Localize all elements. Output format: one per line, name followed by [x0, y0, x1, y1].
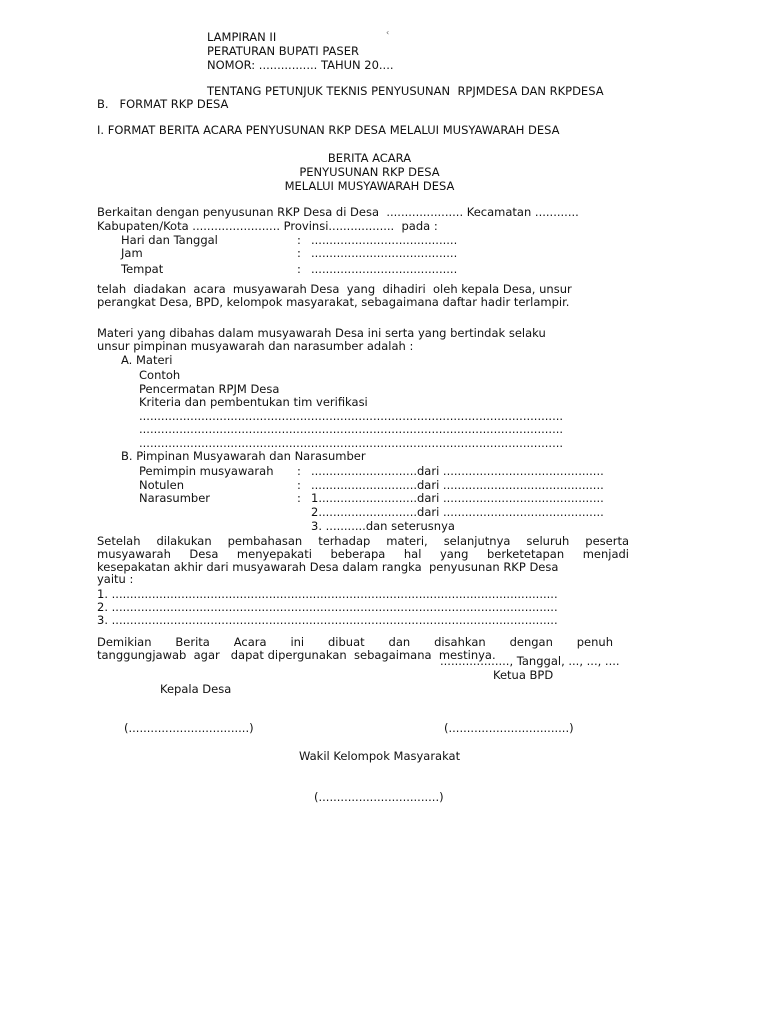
signature-blank-ketua-bpd: (.................................) [444, 721, 574, 735]
lampiran-label: LAMPIRAN II [207, 30, 277, 44]
tempat-value: ........................................ [311, 262, 458, 276]
materi-item-blank: .................................................................................................................... [139, 409, 564, 423]
signature-blank-wakil: (.................................) [314, 790, 444, 804]
title-line-2: PENYUSUNAN RKP DESA [299, 165, 440, 179]
hari-tanggal-value: ........................................ [311, 233, 458, 247]
attendance-line-2: perangkat Desa, BPD, kelompok masyarakat, sebagaimana daftar hadir terlampir. [97, 295, 570, 309]
agreement-line-4: yaitu : [97, 572, 134, 586]
intro-line-2: Kabupaten/Kota ........................ Provinsi.................. pada : [97, 219, 438, 233]
ketua-bpd-label: Ketua BPD [493, 668, 554, 682]
signature-blank-kepala-desa: (.................................) [124, 721, 254, 735]
materi-item: Pencermatan RPJM Desa [139, 382, 280, 396]
section-i-heading: I. FORMAT BERITA ACARA PENYUSUNAN RKP DESA MELALUI MUSYAWARAH DESA [97, 123, 560, 137]
nomor-label: NOMOR: ................ TAHUN 20.... [207, 58, 394, 72]
agreement-line-1: Setelah dilakukan pembahasan terhadap materi, selanjutnya seluruh peserta [97, 534, 629, 548]
materi-item-blank: .................................................................................................................... [139, 436, 564, 450]
page-mark: ‹ [386, 28, 390, 37]
section-b-heading: B. FORMAT RKP DESA [97, 97, 229, 111]
kepala-desa-label: Kepala Desa [160, 682, 232, 696]
materi-intro-line-2: unsur pimpinan musyawarah dan narasumber adalah : [97, 339, 414, 353]
agreement-item: 2. .......................................................................................................................... [97, 600, 558, 614]
narasumber-value-2: 2...........................dari ............................................ [311, 505, 604, 519]
hari-tanggal-sep: : [297, 233, 301, 247]
jam-value: ........................................ [311, 246, 458, 260]
closing-line-1: Demikian Berita Acara ini dibuat dan disahkan dengan penuh [97, 635, 613, 649]
title-line-1: BERITA ACARA [327, 151, 412, 165]
jam-sep: : [297, 246, 301, 260]
place-date: ..................., Tanggal, ..., ..., .... [440, 654, 620, 668]
agreement-item: 1. .......................................................................................................................... [97, 587, 558, 601]
intro-line-1: Berkaitan dengan penyusunan RKP Desa di Desa ..................... Kecamatan ............ [97, 205, 579, 219]
materi-item-blank: .................................................................................................................... [139, 422, 564, 436]
jam-label: Jam [121, 246, 143, 260]
pemimpin-label: Pemimpin musyawarah [139, 464, 274, 478]
tentang-label: TENTANG PETUNJUK TEKNIS PENYUSUNAN RPJMDESA DAN RKPDESA [207, 84, 604, 98]
agreement-item: 3. .......................................................................................................................... [97, 613, 558, 627]
materi-item: Contoh [139, 368, 181, 382]
pimpinan-heading: B. Pimpinan Musyawarah dan Narasumber [121, 449, 366, 463]
materi-intro-line-1: Materi yang dibahas dalam musyawarah Desa ini serta yang bertindak selaku [97, 326, 546, 340]
closing-line-2: tanggungjawab agar dapat dipergunakan sebagaimana mestinya. [97, 648, 496, 662]
narasumber-value-3: 3. ...........dan seterusnya [311, 519, 455, 533]
notulen-sep: : [297, 478, 301, 492]
narasumber-label: Narasumber [139, 491, 211, 505]
notulen-label: Notulen [139, 478, 184, 492]
peraturan-label: PERATURAN BUPATI PASER [207, 44, 359, 58]
notulen-value: .............................dari ............................................ [311, 478, 604, 492]
agreement-line-2: musyawarah Desa menyepakati beberapa hal yang berketetapan menjadi [97, 547, 629, 561]
title-line-3: MELALUI MUSYAWARAH DESA [284, 179, 455, 193]
tempat-label: Tempat [121, 262, 164, 276]
attendance-line-1: telah diadakan acara musyawarah Desa yang dihadiri oleh kepala Desa, unsur [97, 282, 572, 296]
narasumber-sep: : [297, 491, 301, 505]
pemimpin-value: .............................dari ............................................ [311, 464, 604, 478]
materi-item: Kriteria dan pembentukan tim verifikasi [139, 395, 368, 409]
tempat-sep: : [297, 262, 301, 276]
agreement-line-3: kesepakatan akhir dari musyawarah Desa dalam rangka penyusunan RKP Desa [97, 560, 559, 574]
wakil-label: Wakil Kelompok Masyarakat [299, 749, 461, 763]
pemimpin-sep: : [297, 464, 301, 478]
hari-tanggal-label: Hari dan Tanggal [121, 233, 218, 247]
materi-heading: A. Materi [121, 353, 173, 367]
narasumber-value-1: 1...........................dari ............................................ [311, 491, 604, 505]
